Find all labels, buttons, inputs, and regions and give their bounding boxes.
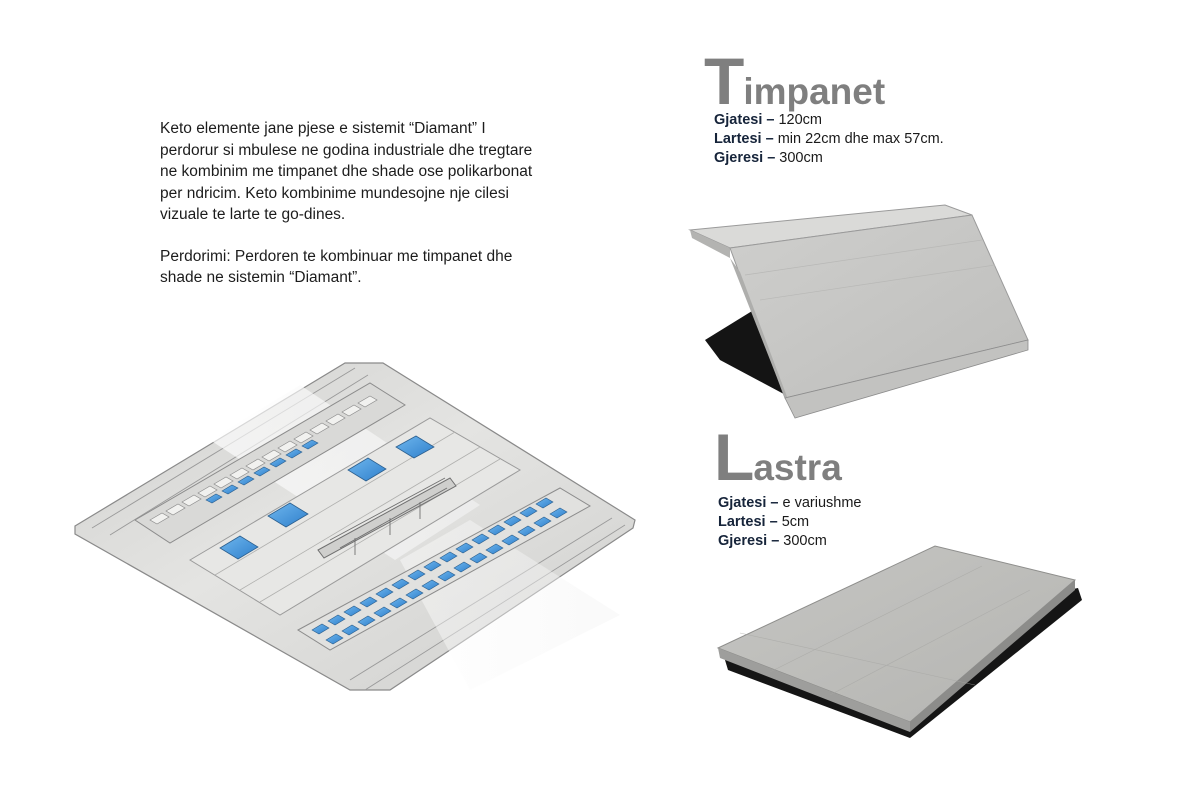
- spec-label: Lartesi: [714, 131, 762, 147]
- spec-value: 120cm: [778, 112, 823, 128]
- spec-separator: –: [765, 514, 782, 530]
- spec-label: Gjeresi: [714, 150, 764, 166]
- lastra-heading-rest: astra: [753, 447, 842, 488]
- spec-label: Gjatesi: [714, 112, 763, 128]
- spec-separator: –: [766, 495, 783, 511]
- lastra-heading-initial: L: [714, 420, 754, 494]
- spec-separator: –: [762, 112, 779, 128]
- spec-label: Lartesi: [718, 514, 766, 530]
- spec-value: 300cm: [783, 533, 827, 549]
- spec-value: 300cm: [779, 150, 823, 166]
- timpanet-heading-initial: T: [704, 44, 744, 118]
- spec-value: e variushme: [782, 495, 862, 511]
- intro-paragraph-2: Perdorimi: Perdoren te kombinuar me timpanet dhe shade ne sistemin “Diamant”.: [160, 247, 513, 286]
- spec-label: Gjeresi: [718, 533, 768, 549]
- spec-value: 5cm: [781, 514, 810, 530]
- spec-label: Gjatesi: [718, 495, 767, 511]
- spec-separator: –: [767, 533, 784, 549]
- spec-value: min 22cm dhe max 57cm.: [777, 131, 944, 147]
- intro-paragraph-1: Keto elemente jane pjese e sistemit “Diamant” I perdorur si mbulese ne godina industriale dhe tregtare ne kombinim me timpanet dhe shade ose polikarbonat per ndricim. Keto kombinime mundesojne nje cilesi vizuale te larte te go-dines.: [160, 120, 533, 223]
- spec-separator: –: [761, 131, 778, 147]
- timpanet-heading-rest: impanet: [743, 71, 886, 112]
- spec-separator: –: [763, 150, 780, 166]
